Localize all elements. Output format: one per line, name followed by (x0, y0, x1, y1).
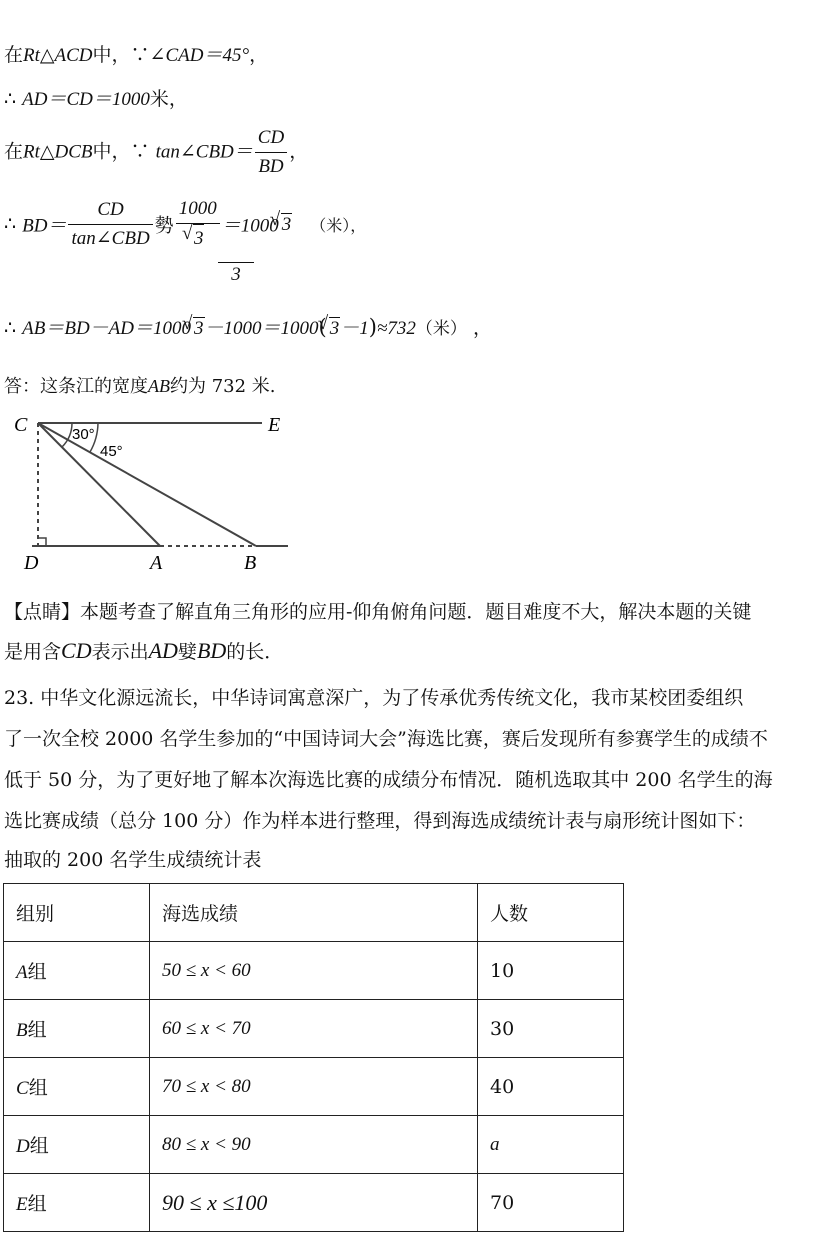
solution-line-5: ∴ AB＝BD－AD＝1000√ 3－1000＝1000(√ 3－1)≈732（米） ， (4, 313, 492, 340)
label-b: B (244, 552, 257, 574)
problem-line-4: 选比赛成绩（总分 100 分）作为样本进行整理，得到海选成绩统计表与扇形统计图如下： (4, 810, 756, 832)
table-row: E组 90 ≤ x ≤100 70 (4, 1174, 624, 1232)
answer-line: 答：这条江的宽度AB约为 732 米. (4, 376, 276, 397)
problem-line-3: 低于 50 分，为了更好地了解本次海选比赛的成绩分布情况．随机选取其中 200 名学生的海 (4, 769, 773, 791)
problem-line-1: 23. 中华文化源远流长，中华诗词寓意深广，为了传承优秀传统文化，我市某校团委组织 (4, 687, 744, 709)
line-cb (38, 423, 256, 546)
header-count: 人数 (478, 884, 624, 942)
table-header-row (4, 884, 624, 942)
table-row: D组 80 ≤ x < 90 a (4, 1116, 624, 1174)
solution-line-4: ∴ BD＝ $\frac{CD}{\text{tan∠CBD}}$ 勢 1000 √ 3 ＝1000√ 3 （米）， (4, 195, 366, 253)
solution-line-3: 在Rt△DCB中，∵ tan∠CBD＝ $\frac{CD}{BD}$ ， (4, 124, 308, 181)
line-ca (38, 423, 160, 546)
header-group: 组别 (4, 884, 150, 942)
header-score: 海选成绩 (150, 884, 478, 942)
table-row: A组 50 ≤ x < 60 10 (4, 942, 624, 1000)
right-angle-mark (38, 538, 46, 546)
solution-line-2: ∴ AD＝CD＝1000米， (4, 88, 188, 110)
comment-line-1: 【点睛】本题考查了解直角三角形的应用-仰角俯角问题．题目难度不大，解决本题的关键 (4, 601, 752, 623)
label-a: A (150, 552, 163, 574)
table-title: 抽取的 200 名学生成绩统计表 (4, 849, 262, 871)
label-d: D (24, 552, 39, 574)
problem-line-2: 了一次全校 2000 名学生参加的“中国诗词大会”海选比赛，赛后发现所有参赛学生的成绩不 (4, 728, 768, 750)
table-row: C组 70 ≤ x < 80 40 (4, 1058, 624, 1116)
label-c: C (14, 414, 28, 436)
frac-under-denominator: 3 (218, 262, 254, 286)
label-30: 30° (72, 426, 95, 443)
label-e: E (268, 414, 281, 436)
geometry-figure (12, 405, 302, 580)
table-row: B组 60 ≤ x < 70 30 (4, 1000, 624, 1058)
comment-line-2: 是用含CD表示出AD嬖BD的长． (4, 638, 284, 663)
label-45: 45° (100, 443, 123, 460)
arc-45 (62, 423, 72, 447)
solution-line-1: 在Rt△ACD中，∵∠CAD＝45°， (4, 44, 269, 66)
score-table (3, 883, 624, 1232)
